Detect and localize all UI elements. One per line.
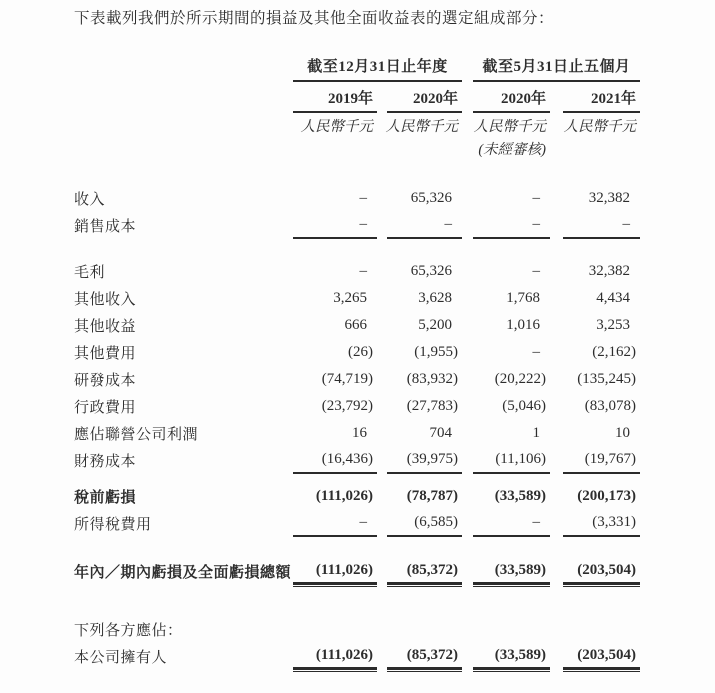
group-gap bbox=[462, 55, 473, 82]
cell-value bbox=[387, 616, 462, 643]
intro-text: 下表載列我們於所示期間的損益及其他全面收益表的選定組成部分： bbox=[74, 10, 555, 27]
row-label: 行政費用 bbox=[74, 400, 137, 416]
spacer bbox=[74, 585, 640, 616]
spacer bbox=[74, 537, 640, 558]
table-row-rd-costs bbox=[74, 366, 640, 393]
year-header-2019: 2019年 bbox=[293, 82, 377, 113]
cell-value: 4,434 bbox=[596, 290, 630, 306]
cell-value: – bbox=[293, 510, 377, 537]
table-row-other-expenses bbox=[74, 339, 640, 366]
cell-value: – bbox=[473, 510, 550, 537]
cell-value: 32,382 bbox=[588, 190, 630, 206]
cell-value: – bbox=[387, 212, 462, 239]
row-label: 研發成本 bbox=[74, 373, 137, 389]
year-header-2021: 2021年 bbox=[563, 82, 640, 113]
cell-value bbox=[293, 616, 377, 643]
column-group-header-may31: 截至5月31日止五個月 bbox=[473, 55, 640, 82]
column-group-header-dec31: 截至12月31日止年度 bbox=[293, 55, 462, 82]
spacer bbox=[74, 474, 640, 483]
cell-value: (78,787) bbox=[406, 488, 458, 504]
label-spacer bbox=[74, 55, 293, 82]
cell-value: – bbox=[473, 212, 550, 239]
table-row-cost-of-sales bbox=[74, 212, 640, 239]
row-label: 稅前虧損 bbox=[74, 490, 137, 506]
cell-value bbox=[473, 616, 550, 643]
cell-value: 1,016 bbox=[506, 317, 540, 333]
unit-label: 人民幣千元 bbox=[563, 119, 636, 135]
note-cell bbox=[563, 136, 640, 159]
row-label: 毛利 bbox=[74, 265, 106, 281]
cell-value: (33,589) bbox=[473, 558, 550, 585]
financial-table bbox=[74, 55, 640, 670]
cell-value: (33,589) bbox=[494, 488, 546, 504]
cell-value: 5,200 bbox=[418, 317, 452, 333]
row-label: 所得稅費用 bbox=[74, 517, 152, 533]
cell-value: – bbox=[532, 263, 540, 279]
cell-value: (11,106) bbox=[473, 447, 550, 474]
note-cell bbox=[387, 136, 462, 159]
cell-value: 3,253 bbox=[596, 317, 630, 333]
spacer bbox=[74, 239, 640, 258]
table-row-loss-before-tax bbox=[74, 483, 640, 510]
cell-value: (85,372) bbox=[387, 558, 462, 585]
cell-value: (27,783) bbox=[406, 398, 458, 414]
cell-value: (16,436) bbox=[293, 447, 377, 474]
cell-value: (203,504) bbox=[563, 558, 640, 585]
cell-value: (203,504) bbox=[563, 643, 640, 670]
cell-value: 65,326 bbox=[410, 190, 452, 206]
cell-value: (83,932) bbox=[406, 371, 458, 387]
table-row-admin-expenses bbox=[74, 393, 640, 420]
table-row-finance-costs bbox=[74, 447, 640, 474]
note-cell bbox=[293, 136, 377, 159]
cell-value: 16 bbox=[352, 425, 367, 441]
row-label: 銷售成本 bbox=[74, 219, 137, 235]
cell-value: (5,046) bbox=[502, 398, 546, 414]
row-label: 其他收益 bbox=[74, 319, 137, 335]
row-label: 下列各方應佔： bbox=[74, 623, 183, 639]
table-row-other-income bbox=[74, 285, 640, 312]
unaudited-note: (未經審核) bbox=[478, 142, 546, 158]
cell-value: (23,792) bbox=[321, 398, 373, 414]
cell-value: (6,585) bbox=[387, 510, 462, 537]
cell-value: 3,628 bbox=[418, 290, 452, 306]
row-label: 年內／期內虧損及全面虧損總額 bbox=[74, 565, 292, 581]
cell-value: 3,265 bbox=[333, 290, 367, 306]
cell-value: – bbox=[359, 263, 367, 279]
cell-value: (135,245) bbox=[577, 371, 636, 387]
cell-value: (26) bbox=[348, 344, 373, 360]
year-header-row bbox=[74, 82, 640, 113]
cell-value: (111,026) bbox=[293, 558, 377, 585]
label-spacer bbox=[74, 82, 293, 113]
unit-row bbox=[74, 113, 640, 136]
table-row-share-of-associates bbox=[74, 420, 640, 447]
cell-value: (111,026) bbox=[315, 488, 373, 504]
cell-value: (200,173) bbox=[577, 488, 636, 504]
row-label: 財務成本 bbox=[74, 454, 137, 470]
cell-value: 10 bbox=[615, 425, 630, 441]
cell-value: (33,589) bbox=[473, 643, 550, 670]
row-label: 其他收入 bbox=[74, 292, 137, 308]
column-group-row bbox=[74, 55, 640, 82]
cell-value: (111,026) bbox=[293, 643, 377, 670]
cell-value bbox=[563, 616, 640, 643]
cell-value: – bbox=[563, 212, 640, 239]
cell-value: (20,222) bbox=[494, 371, 546, 387]
cell-value: – bbox=[293, 212, 377, 239]
table-row-revenue bbox=[74, 185, 640, 212]
cell-value: (3,331) bbox=[563, 510, 640, 537]
cell-value: (1,955) bbox=[414, 344, 458, 360]
cell-value: (83,078) bbox=[584, 398, 636, 414]
label-spacer bbox=[74, 136, 293, 159]
table-row-owners-of-company bbox=[74, 643, 640, 670]
row-label: 應佔聯營公司利潤 bbox=[74, 427, 199, 443]
unit-label: 人民幣千元 bbox=[473, 119, 546, 135]
cell-value: (39,975) bbox=[387, 447, 462, 474]
label-spacer bbox=[74, 113, 293, 136]
row-label: 本公司擁有人 bbox=[74, 650, 168, 666]
cell-value: 666 bbox=[344, 317, 367, 333]
cell-value: 704 bbox=[429, 425, 452, 441]
cell-value: – bbox=[532, 344, 540, 360]
table-row-gross-profit bbox=[74, 258, 640, 285]
cell-value: (19,767) bbox=[563, 447, 640, 474]
table-row-attributable-to bbox=[74, 616, 640, 643]
spacer bbox=[74, 159, 640, 185]
unit-label: 人民幣千元 bbox=[385, 119, 458, 135]
cell-value: 1 bbox=[532, 425, 540, 441]
cell-value: – bbox=[359, 190, 367, 206]
cell-value: 32,382 bbox=[588, 263, 630, 279]
note-row bbox=[74, 136, 640, 159]
unit-label: 人民幣千元 bbox=[300, 119, 373, 135]
cell-value: – bbox=[532, 190, 540, 206]
year-header-2020-interim: 2020年 bbox=[473, 82, 550, 113]
year-header-2020: 2020年 bbox=[387, 82, 462, 113]
table-row-income-tax bbox=[74, 510, 640, 537]
row-label: 收入 bbox=[74, 192, 106, 208]
row-label: 其他費用 bbox=[74, 346, 137, 362]
cell-value: 65,326 bbox=[410, 263, 452, 279]
cell-value: (2,162) bbox=[592, 344, 636, 360]
table-row-other-gains bbox=[74, 312, 640, 339]
cell-value: (74,719) bbox=[321, 371, 373, 387]
cell-value: 1,768 bbox=[506, 290, 540, 306]
cell-value: (85,372) bbox=[387, 643, 462, 670]
table-row-total-loss bbox=[74, 558, 640, 585]
